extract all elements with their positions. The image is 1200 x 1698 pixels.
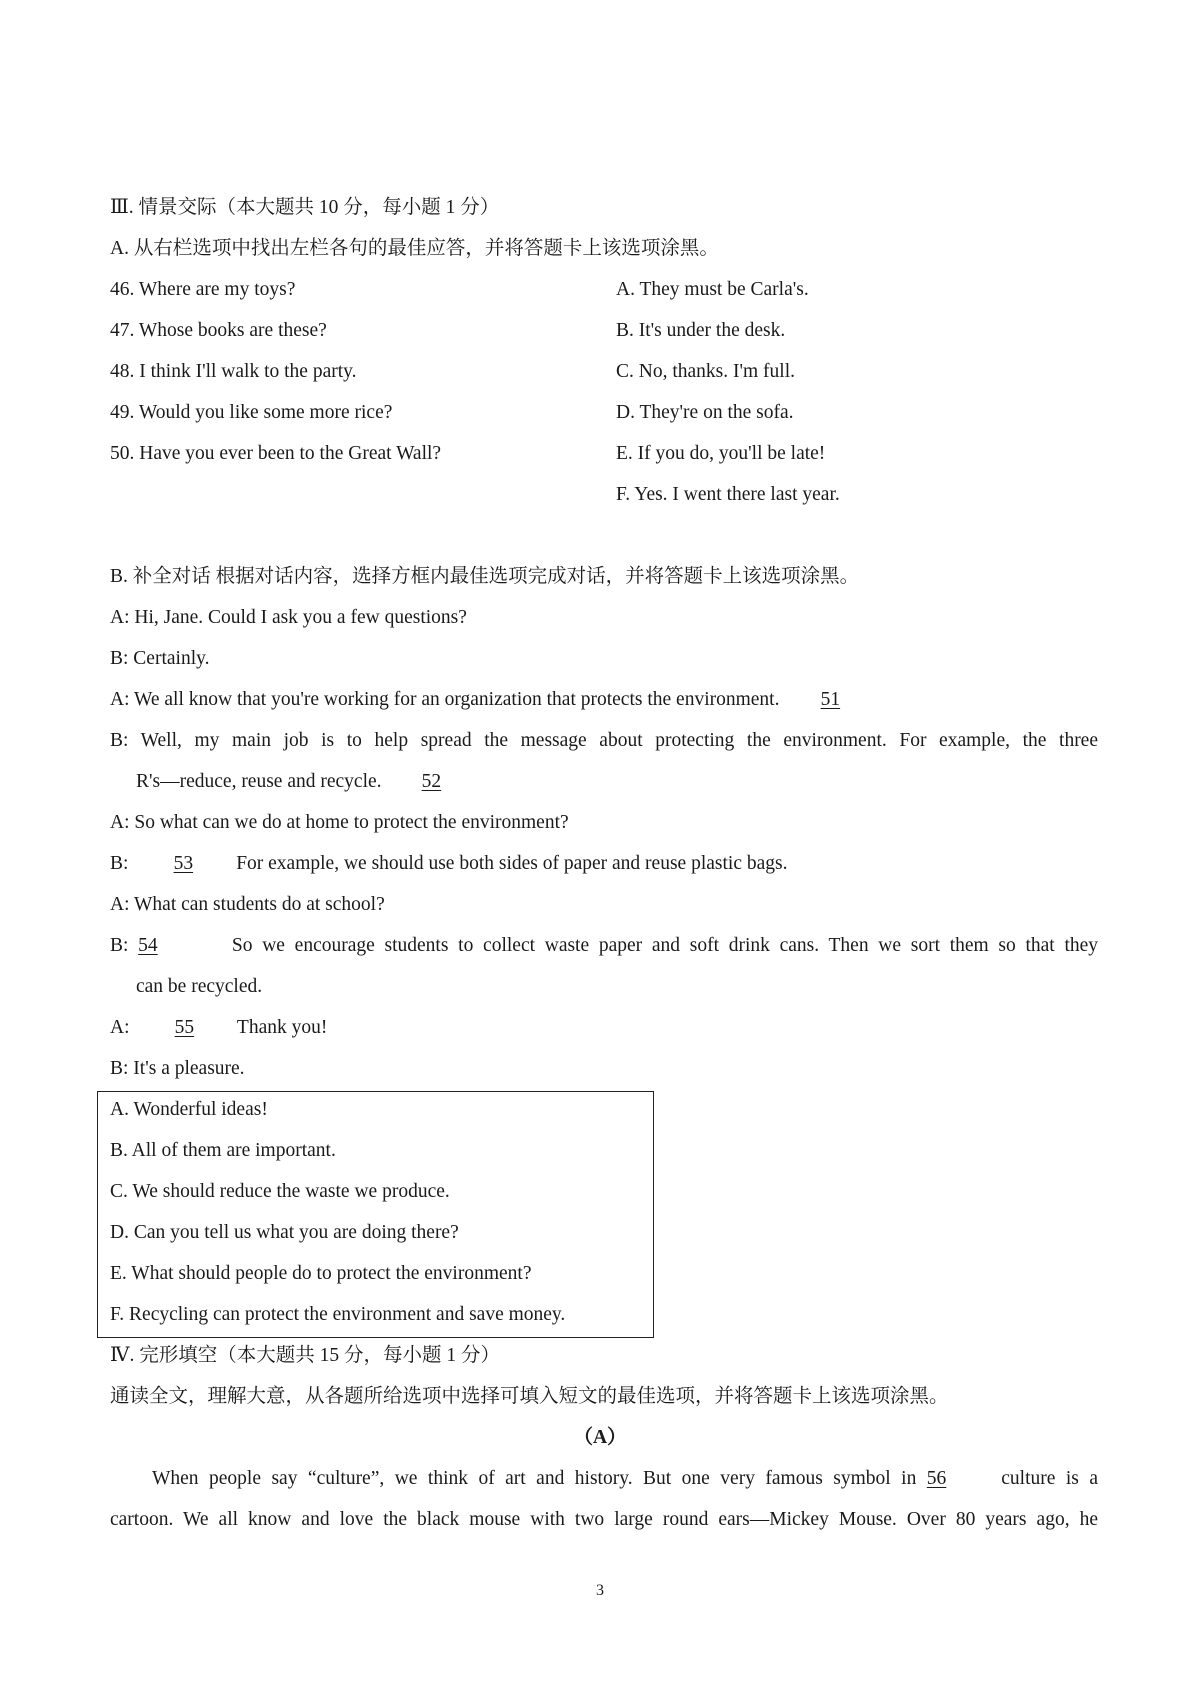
section3-heading: Ⅲ. 情景交际（本大题共 10 分，每小题 1 分） xyxy=(110,197,500,218)
blank-54: 54 xyxy=(138,935,158,956)
blank-55: 55 xyxy=(174,1017,195,1038)
dialogue-line xyxy=(110,934,1098,958)
passage-text: When people say “culture”, we think of art and history. But one very famous symbol in xyxy=(152,1468,917,1489)
question-48: 48. I think I'll walk to the party. xyxy=(110,361,357,382)
dialogue-text: R's—reduce, reuse and recycle. xyxy=(136,771,382,792)
speaker: B: xyxy=(110,853,129,874)
section4-heading: Ⅳ. 完形填空（本大题共 15 分，每小题 1 分） xyxy=(110,1345,500,1366)
blank-53: 53 xyxy=(173,853,194,874)
dialogue-text: A: We all know that you're working for an organization that protects the environment. xyxy=(110,689,780,710)
dialogue-text: So we encourage students to collect waste paper and soft drink cans. Then we sort them so that they xyxy=(231,935,1099,956)
section4-instruction: 通读全文，理解大意，从各题所给选项中选择可填入短文的最佳选项，并将答题卡上该选项涂黑。 xyxy=(110,1386,949,1407)
dialogue-line: A: So what can we do at home to protect the environment? xyxy=(110,812,569,833)
options-box xyxy=(97,1091,654,1338)
partA-instruction: A. 从右栏选项中找出左栏各句的最佳应答，并将答题卡上该选项涂黑。 xyxy=(110,238,719,259)
question-49: 49. Would you like some more rice? xyxy=(110,402,393,423)
blank-52: 52 xyxy=(421,771,442,792)
dialogue-text: For example, we should use both sides of paper and reuse plastic bags. xyxy=(236,853,788,874)
dialogue-line: A: Hi, Jane. Could I ask you a few questions? xyxy=(110,607,467,628)
answer-a: A. They must be Carla's. xyxy=(616,279,809,300)
answer-f: F. Yes. I went there last year. xyxy=(616,484,840,505)
answer-b: B. It's under the desk. xyxy=(616,320,786,341)
blank-51: 51 xyxy=(820,689,841,710)
dialogue-line: B: Well, my main job is to help spread the message about protecting the environment. For example, the three xyxy=(110,730,1098,751)
option-d: D. Can you tell us what you are doing there? xyxy=(110,1222,459,1243)
option-b: B. All of them are important. xyxy=(110,1140,336,1161)
question-47: 47. Whose books are these? xyxy=(110,320,327,341)
dialogue-line: B: Certainly. xyxy=(110,648,210,669)
dialogue-line: A: What can students do at school? xyxy=(110,894,385,915)
option-a: A. Wonderful ideas! xyxy=(110,1099,268,1120)
option-e: E. What should people do to protect the environment? xyxy=(110,1263,532,1284)
dialogue-line xyxy=(110,688,872,712)
speaker: B: xyxy=(110,935,129,956)
passage-line xyxy=(110,1467,1098,1491)
dialogue-line xyxy=(110,1016,327,1040)
passage-line: cartoon. We all know and love the black mouse with two large round ears—Mickey Mouse. Over 80 years ago, he xyxy=(110,1509,1098,1530)
blank-56: 56 xyxy=(926,1468,947,1489)
dialogue-line: B: It's a pleasure. xyxy=(110,1058,245,1079)
page-number: 3 xyxy=(596,1582,604,1599)
question-50: 50. Have you ever been to the Great Wall? xyxy=(110,443,442,464)
passage-text: culture is a xyxy=(1001,1468,1098,1489)
question-46: 46. Where are my toys? xyxy=(110,279,296,300)
partB-instruction: B. 补全对话 根据对话内容，选择方框内最佳选项完成对话，并将答题卡上该选项涂黑。 xyxy=(110,566,860,587)
option-c: C. We should reduce the waste we produce. xyxy=(110,1181,450,1202)
dialogue-line xyxy=(136,770,472,794)
dialogue-line xyxy=(110,852,787,876)
answer-d: D. They're on the sofa. xyxy=(616,402,794,423)
answer-c: C. No, thanks. I'm full. xyxy=(616,361,796,382)
option-f: F. Recycling can protect the environment and save money. xyxy=(110,1304,566,1325)
answer-e: E. If you do, you'll be late! xyxy=(616,443,826,464)
dialogue-text: Thank you! xyxy=(236,1017,328,1038)
passage-title: （A） xyxy=(573,1427,627,1448)
dialogue-line: can be recycled. xyxy=(136,976,263,997)
speaker: A: xyxy=(110,1017,130,1038)
